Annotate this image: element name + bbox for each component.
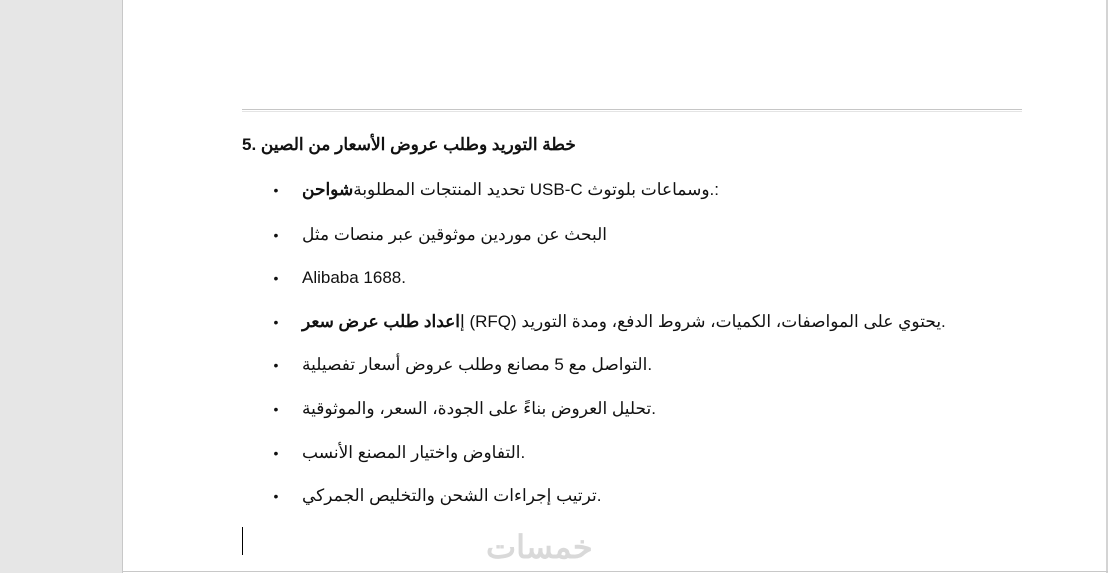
bullet-icon: •	[273, 357, 279, 373]
bullet-icon: •	[273, 445, 279, 461]
list-item-text: Alibaba 1688.	[302, 268, 406, 287]
list-item-rest-text: .يحتوي على المواصفات، الكميات، شروط الدفع، ومدة التوريد (RFQ) إ	[460, 312, 946, 331]
bullet-icon: •	[273, 488, 279, 504]
bullet-icon: •	[273, 314, 279, 330]
bullet-icon: •	[273, 227, 279, 243]
list-item-rest-text: :.وسماعات بلوتوث USB-C تحديد المنتجات المطلوبة	[353, 180, 719, 199]
bullet-icon: •	[273, 182, 279, 198]
heading-text: خطة التوريد وطلب عروض الأسعار من الصين	[260, 135, 576, 154]
watermark-logo: خمسات	[486, 529, 593, 565]
list-item-text: .التفاوض واختيار المصنع الأنسب	[302, 443, 526, 462]
list-item-text: .ترتيب إجراءات الشحن والتخليص الجمركي	[302, 486, 602, 505]
list-item-bold-text: اعداد طلب عرض سعر	[302, 312, 461, 331]
list-item-text: .تحليل العروض بناءً على الجودة، السعر، والموثوقية	[302, 399, 656, 418]
list-item-text: .التواصل مع 5 مصانع وطلب عروض أسعار تفصيلية	[302, 355, 653, 374]
list-item-text	[302, 310, 946, 334]
header-divider-shadow	[242, 111, 1022, 112]
section-heading	[242, 134, 576, 156]
bullet-icon: •	[273, 401, 279, 417]
list-item-text	[302, 178, 719, 202]
text-cursor	[242, 527, 243, 555]
page-bottom-border	[123, 571, 1108, 572]
list-item-text: البحث عن موردين موثوقين عبر منصات مثل	[302, 225, 607, 244]
left-margin-area	[0, 0, 123, 573]
heading-number: 5.	[242, 135, 257, 154]
bullet-icon: •	[273, 270, 279, 286]
header-divider	[242, 109, 1022, 110]
list-item-bold-text: شواحن	[302, 180, 354, 199]
